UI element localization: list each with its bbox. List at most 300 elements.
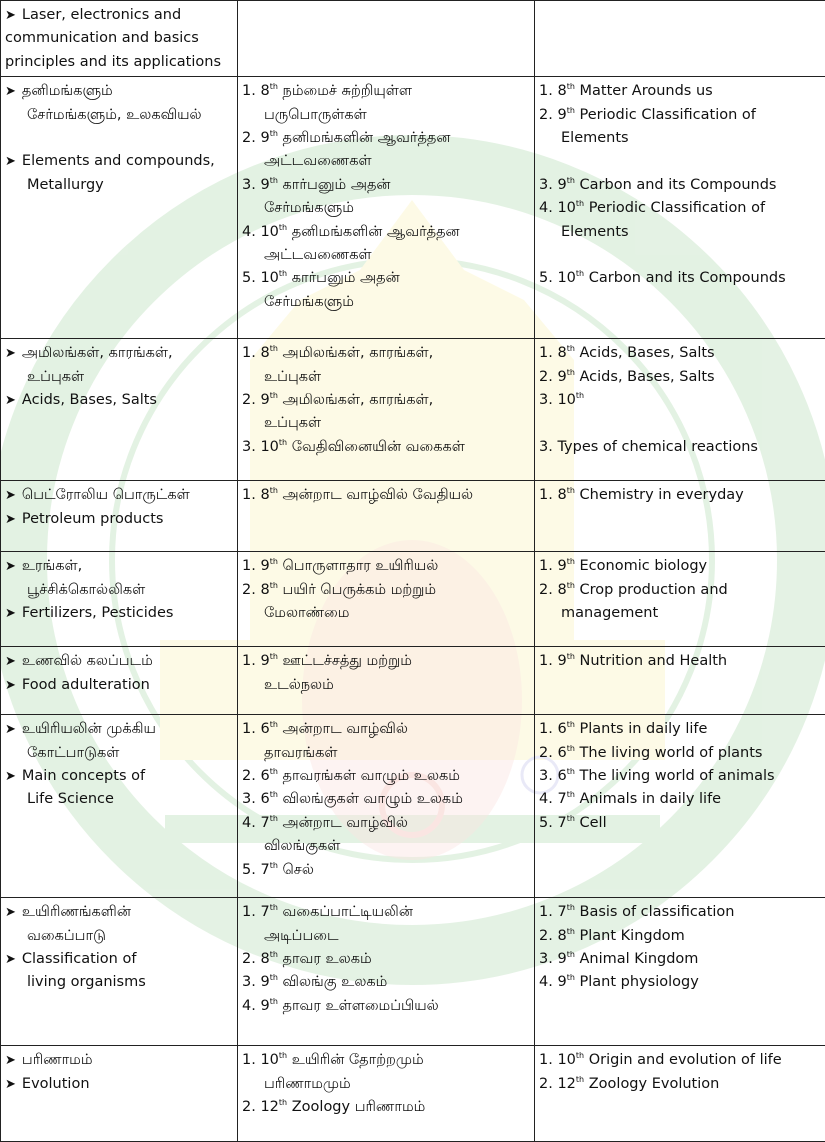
topic-item xyxy=(539,267,825,290)
subject-line xyxy=(5,80,233,103)
grade: 8 xyxy=(557,83,566,99)
topic-text: அன்றாட வாழ்வில் xyxy=(283,721,408,737)
topic-text: Acids, Bases, Salts xyxy=(580,369,715,385)
topic-item xyxy=(242,267,530,290)
topic-text: Nutrition and Health xyxy=(580,653,728,669)
ordinal-suffix: th xyxy=(567,82,575,91)
grade: 6 xyxy=(260,721,269,737)
ordinal-suffix: th xyxy=(576,1075,584,1084)
topic-item xyxy=(539,925,825,948)
topic-item xyxy=(242,436,530,459)
arrow-icon: ➤ xyxy=(5,8,16,23)
item-number: 2. xyxy=(539,928,557,944)
subject-line xyxy=(5,150,233,173)
topic-item xyxy=(539,579,825,602)
subject-line xyxy=(5,674,233,697)
ordinal-suffix: th xyxy=(567,720,575,729)
grade: 8 xyxy=(260,582,269,598)
ordinal-suffix: th xyxy=(270,581,278,590)
ordinal-suffix: th xyxy=(279,223,287,232)
ordinal-suffix: th xyxy=(567,652,575,661)
item-number: 2. xyxy=(242,130,260,146)
ordinal-suffix: th xyxy=(270,176,278,185)
arrow-icon: ➤ xyxy=(5,678,16,693)
item-number: 2. xyxy=(242,582,260,598)
topic-text: விலங்குகள் வாழும் உலகம் xyxy=(283,791,463,807)
grade: 9 xyxy=(260,392,269,408)
item-number: 5. xyxy=(242,862,260,878)
topic-item xyxy=(242,221,530,244)
item-number: 5. xyxy=(539,815,557,831)
topic-text: Periodic Classification of xyxy=(580,107,756,123)
item-number: 1. xyxy=(242,653,260,669)
table-row xyxy=(1,1046,825,1142)
ordinal-suffix: th xyxy=(270,973,278,982)
english-topics-cell xyxy=(535,339,825,481)
topic-item xyxy=(539,765,825,788)
topic-item xyxy=(539,342,825,365)
grade: 9 xyxy=(260,974,269,990)
topic-text: கார்பனும் அதன் xyxy=(292,270,400,286)
grade: 9 xyxy=(260,558,269,574)
grade: 6 xyxy=(557,745,566,761)
grade: 10 xyxy=(260,270,278,286)
item-number: 2. xyxy=(539,107,557,123)
english-topics-cell xyxy=(535,481,825,552)
subject-text: Elements and compounds, xyxy=(22,153,215,169)
item-number: 5. xyxy=(242,270,260,286)
topic-item xyxy=(242,1096,530,1119)
table-row xyxy=(1,647,825,715)
spacer xyxy=(539,412,825,435)
topic-text: Economic biology xyxy=(580,558,708,574)
grade: 8 xyxy=(260,83,269,99)
subject-text: அமிலங்கள், காரங்கள், xyxy=(22,345,173,361)
item-number: 3. xyxy=(539,951,557,967)
ordinal-suffix: th xyxy=(567,790,575,799)
grade: 10 xyxy=(557,392,575,408)
topic-item xyxy=(242,555,530,578)
item-number: 2. xyxy=(539,745,557,761)
subject-cell xyxy=(1,481,238,552)
topic-text: Cell xyxy=(580,815,607,831)
grade: 10 xyxy=(260,1052,278,1068)
topic-item xyxy=(242,342,530,365)
item-number: 5. xyxy=(539,270,557,286)
spacer xyxy=(539,150,825,173)
topic-item xyxy=(539,555,825,578)
subject-cell xyxy=(1,1,238,77)
topic-item xyxy=(242,812,530,835)
grade: 9 xyxy=(557,369,566,385)
topic-text: Zoology Evolution xyxy=(589,1076,720,1092)
item-number: 3. xyxy=(242,974,260,990)
ordinal-suffix: th xyxy=(270,950,278,959)
topic-text: Carbon and its Compounds xyxy=(580,177,777,193)
tamil-topics-cell xyxy=(238,481,535,552)
english-topics-cell xyxy=(535,77,825,339)
topic-text: Crop production and xyxy=(580,582,728,598)
grade: 10 xyxy=(557,270,575,286)
topic-text: Plant Kingdom xyxy=(580,928,685,944)
grade: 10 xyxy=(260,224,278,240)
ordinal-suffix: th xyxy=(270,486,278,495)
subject-line: Metallurgy xyxy=(5,174,233,197)
grade: 8 xyxy=(260,345,269,361)
topic-continuation: சேர்மங்களும் xyxy=(242,291,530,314)
grade: 6 xyxy=(260,791,269,807)
subject-text: Fertilizers, Pesticides xyxy=(22,605,174,621)
topic-item xyxy=(242,995,530,1018)
subject-line: communication and basics xyxy=(5,27,233,50)
topic-item xyxy=(242,901,530,924)
ordinal-suffix: th xyxy=(576,269,584,278)
grade: 8 xyxy=(260,951,269,967)
topic-item xyxy=(539,174,825,197)
item-number: 3. xyxy=(242,177,260,193)
ordinal-suffix: th xyxy=(567,581,575,590)
ordinal-suffix: th xyxy=(270,344,278,353)
ordinal-suffix: th xyxy=(279,438,287,447)
subject-line xyxy=(5,650,233,673)
table-row xyxy=(1,552,825,647)
topic-item xyxy=(242,948,530,971)
topic-text: அன்றாட வாழ்வில் வேதியல் xyxy=(283,487,474,503)
topic-text: Origin and evolution of life xyxy=(589,1052,782,1068)
subject-line: பூச்சிக்கொல்லிகள் xyxy=(5,579,233,602)
ordinal-suffix: th xyxy=(567,927,575,936)
subject-text: Main concepts of xyxy=(22,768,145,784)
item-number: 4. xyxy=(242,998,260,1014)
topic-text: Carbon and its Compounds xyxy=(589,270,786,286)
topic-text: உயிரின் தோற்றமும் xyxy=(292,1052,424,1068)
topic-continuation: தாவரங்கள் xyxy=(242,742,530,765)
ordinal-suffix: th xyxy=(279,1098,287,1107)
tamil-topics-cell xyxy=(238,552,535,647)
grade: 12 xyxy=(557,1076,575,1092)
item-number: 2. xyxy=(242,1099,260,1115)
topic-item xyxy=(539,366,825,389)
ordinal-suffix: th xyxy=(567,950,575,959)
grade: 8 xyxy=(557,928,566,944)
grade: 10 xyxy=(557,200,575,216)
english-topics-cell xyxy=(535,1,825,77)
subject-line xyxy=(5,718,233,741)
ordinal-suffix: th xyxy=(567,557,575,566)
topic-text: Chemistry in everyday xyxy=(580,487,744,503)
english-topics-cell xyxy=(535,898,825,1046)
grade: 6 xyxy=(557,768,566,784)
topic-continuation: Elements xyxy=(539,221,825,244)
tamil-topics-cell xyxy=(238,647,535,715)
subject-cell xyxy=(1,715,238,898)
ordinal-suffix: th xyxy=(576,199,584,208)
topic-item xyxy=(242,80,530,103)
topic-text: Zoology பரிணாமம் xyxy=(292,1099,426,1115)
arrow-icon: ➤ xyxy=(5,769,16,784)
topic-text: Plant physiology xyxy=(580,974,699,990)
topic-item xyxy=(242,127,530,150)
topic-text: வேதிவினையின் வகைகள் xyxy=(292,439,465,455)
grade: 9 xyxy=(557,177,566,193)
item-number: 4. xyxy=(242,224,260,240)
subject-text: Classification of xyxy=(22,951,137,967)
topic-item xyxy=(242,174,530,197)
grade: 7 xyxy=(260,904,269,920)
ordinal-suffix: th xyxy=(567,814,575,823)
item-number: 3. xyxy=(539,768,557,784)
grade: 9 xyxy=(260,130,269,146)
subject-line: உப்புகள் xyxy=(5,366,233,389)
subject-cell xyxy=(1,339,238,481)
subject-text: உயிரிணங்களின் xyxy=(22,904,131,920)
topic-item xyxy=(242,579,530,602)
topic-item xyxy=(242,1049,530,1072)
subject-text: தனிமங்களும் xyxy=(22,83,113,99)
grade: 10 xyxy=(557,1052,575,1068)
subject-line: சேர்மங்களும், உலகவியல் xyxy=(5,104,233,127)
topic-continuation: சேர்மங்களும் xyxy=(242,197,530,220)
spacer xyxy=(5,127,233,150)
subject-text: Laser, electronics and xyxy=(22,7,181,23)
topic-item xyxy=(539,436,825,459)
grade: 10 xyxy=(260,439,278,455)
subject-line xyxy=(5,1049,233,1072)
subject-line xyxy=(5,1073,233,1096)
item-number: 1. xyxy=(539,487,557,503)
subject-text: பரிணாமம் xyxy=(22,1052,93,1068)
topic-item xyxy=(539,948,825,971)
english-topics-cell xyxy=(535,552,825,647)
ordinal-suffix: th xyxy=(270,997,278,1006)
item-number: 2. xyxy=(539,369,557,385)
subject-line: வகைப்பாடு xyxy=(5,925,233,948)
item-number: 1. xyxy=(242,345,260,361)
tamil-topics-cell xyxy=(238,1,535,77)
topic-continuation: அட்டவணைகள் xyxy=(242,150,530,173)
tamil-topics-cell xyxy=(238,1046,535,1142)
ordinal-suffix: th xyxy=(270,767,278,776)
topic-item xyxy=(242,971,530,994)
topic-item xyxy=(539,484,825,507)
topic-item xyxy=(242,389,530,412)
table-row xyxy=(1,1,825,77)
topic-text: Animal Kingdom xyxy=(580,951,699,967)
topic-text: அன்றாட வாழ்வில் xyxy=(283,815,408,831)
subject-line: living organisms xyxy=(5,971,233,994)
grade: 7 xyxy=(557,815,566,831)
ordinal-suffix: th xyxy=(270,903,278,912)
subject-cell xyxy=(1,1046,238,1142)
topic-item xyxy=(242,788,530,811)
topic-item xyxy=(242,718,530,741)
subject-line xyxy=(5,389,233,412)
subject-line: கோட்பாடுகள் xyxy=(5,742,233,765)
item-number: 4. xyxy=(539,200,557,216)
tamil-topics-cell xyxy=(238,77,535,339)
topic-text: தாவர உள்ளமைப்பியல் xyxy=(283,998,439,1014)
ordinal-suffix: th xyxy=(567,344,575,353)
topic-continuation: அட்டவணைகள் xyxy=(242,244,530,267)
item-number: 2. xyxy=(539,1076,557,1092)
grade: 9 xyxy=(260,653,269,669)
subject-text: உரங்கள், xyxy=(22,558,82,574)
grade: 9 xyxy=(557,653,566,669)
grade: 8 xyxy=(557,345,566,361)
subject-text: பெட்ரோலிய பொருட்கள் xyxy=(22,487,190,503)
topic-text: The living world of animals xyxy=(580,768,775,784)
subject-line: Life Science xyxy=(5,788,233,811)
topic-item xyxy=(539,650,825,673)
topic-text: நம்மைச் சுற்றியுள்ள xyxy=(283,83,412,99)
topic-text: தனிமங்களின் ஆவர்த்தன xyxy=(292,224,460,240)
item-number: 1. xyxy=(539,1052,557,1068)
subject-line xyxy=(5,484,233,507)
item-number: 1. xyxy=(539,904,557,920)
item-number: 2. xyxy=(242,951,260,967)
topic-text: Animals in daily life xyxy=(580,791,722,807)
item-number: 3. xyxy=(242,439,260,455)
item-number: 1. xyxy=(242,487,260,503)
ordinal-suffix: th xyxy=(567,903,575,912)
topic-item xyxy=(539,971,825,994)
item-number: 1. xyxy=(539,83,557,99)
arrow-icon: ➤ xyxy=(5,952,16,967)
table-row xyxy=(1,481,825,552)
topic-text: Acids, Bases, Salts xyxy=(580,345,715,361)
grade: 7 xyxy=(557,791,566,807)
item-number: 1. xyxy=(539,345,557,361)
topic-continuation: உப்புகள் xyxy=(242,412,530,435)
english-topics-cell xyxy=(535,647,825,715)
topic-item xyxy=(539,80,825,103)
arrow-icon: ➤ xyxy=(5,654,16,669)
subject-cell xyxy=(1,647,238,715)
topic-item xyxy=(539,197,825,220)
subject-line xyxy=(5,4,233,27)
item-number: 4. xyxy=(539,974,557,990)
ordinal-suffix: th xyxy=(576,1051,584,1060)
topic-continuation: அடிப்படை xyxy=(242,925,530,948)
ordinal-suffix: th xyxy=(270,129,278,138)
subject-line xyxy=(5,508,233,531)
topic-text: Matter Arounds us xyxy=(580,83,713,99)
topic-text: தாவர உலகம் xyxy=(283,951,372,967)
subject-text: உயிரியலின் முக்கிய xyxy=(22,721,156,737)
ordinal-suffix: th xyxy=(279,1051,287,1060)
item-number: 1. xyxy=(539,558,557,574)
arrow-icon: ➤ xyxy=(5,1077,16,1092)
topic-text: பொருளாதார உயிரியல் xyxy=(283,558,439,574)
subject-cell xyxy=(1,552,238,647)
ordinal-suffix: th xyxy=(279,269,287,278)
item-number: 1. xyxy=(539,721,557,737)
topic-continuation: மேலாண்மை xyxy=(242,602,530,625)
ordinal-suffix: th xyxy=(270,720,278,729)
topic-item xyxy=(242,484,530,507)
grade: 7 xyxy=(260,815,269,831)
arrow-icon: ➤ xyxy=(5,606,16,621)
ordinal-suffix: th xyxy=(270,814,278,823)
tamil-topics-cell xyxy=(238,898,535,1046)
ordinal-suffix: th xyxy=(270,557,278,566)
grade: 6 xyxy=(260,768,269,784)
topic-text: அமிலங்கள், காரங்கள், xyxy=(283,345,434,361)
subject-line: principles and its applications xyxy=(5,51,233,74)
item-number: 2. xyxy=(242,392,260,408)
subject-text: Acids, Bases, Salts xyxy=(22,392,157,408)
topic-text: தனிமங்களின் ஆவர்த்தன xyxy=(283,130,451,146)
topic-text: The living world of plants xyxy=(580,745,763,761)
topic-continuation: பரிணாமமும் xyxy=(242,1073,530,1096)
subject-text: Evolution xyxy=(22,1076,90,1092)
topic-text: கார்பனும் அதன் xyxy=(283,177,391,193)
subject-text: Food adulteration xyxy=(22,677,150,693)
topic-text: Types of chemical reactions xyxy=(557,439,758,455)
topic-continuation: Elements xyxy=(539,127,825,150)
table-row xyxy=(1,339,825,481)
arrow-icon: ➤ xyxy=(5,84,16,99)
grade: 8 xyxy=(557,487,566,503)
subject-cell xyxy=(1,77,238,339)
grade: 9 xyxy=(557,974,566,990)
item-number: 1. xyxy=(539,653,557,669)
topic-continuation: உப்புகள் xyxy=(242,366,530,389)
ordinal-suffix: th xyxy=(567,176,575,185)
item-number: 2. xyxy=(539,582,557,598)
item-number: 3. xyxy=(539,392,557,408)
item-number: 1. xyxy=(242,904,260,920)
subject-line xyxy=(5,342,233,365)
grade: 9 xyxy=(260,998,269,1014)
grade: 9 xyxy=(557,951,566,967)
subject-line xyxy=(5,555,233,578)
topic-continuation: பருபொருள்கள் xyxy=(242,104,530,127)
ordinal-suffix: th xyxy=(270,652,278,661)
subject-text: Petroleum products xyxy=(22,511,164,527)
ordinal-suffix: th xyxy=(270,391,278,400)
item-number: 3. xyxy=(242,791,260,807)
subject-text: உணவில் கலப்படம் xyxy=(22,653,153,669)
topic-text: Plants in daily life xyxy=(580,721,708,737)
topic-text: தாவரங்கள் வாழும் உலகம் xyxy=(283,768,460,784)
item-number: 1. xyxy=(242,1052,260,1068)
table-row xyxy=(1,898,825,1046)
ordinal-suffix: th xyxy=(270,790,278,799)
topic-text: வகைப்பாட்டியலின் xyxy=(283,904,413,920)
topic-item xyxy=(539,812,825,835)
arrow-icon: ➤ xyxy=(5,559,16,574)
topic-item xyxy=(539,718,825,741)
item-number: 1. xyxy=(242,558,260,574)
item-number: 4. xyxy=(242,815,260,831)
topic-continuation: விலங்குகள் xyxy=(242,835,530,858)
topic-text: Basis of classification xyxy=(580,904,735,920)
tamil-topics-cell xyxy=(238,715,535,898)
subject-line xyxy=(5,602,233,625)
ordinal-suffix: th xyxy=(567,486,575,495)
grade: 9 xyxy=(557,558,566,574)
item-number: 4. xyxy=(539,791,557,807)
arrow-icon: ➤ xyxy=(5,512,16,527)
topic-item xyxy=(242,859,530,882)
ordinal-suffix: th xyxy=(270,82,278,91)
ordinal-suffix: th xyxy=(567,767,575,776)
grade: 7 xyxy=(260,862,269,878)
topic-item xyxy=(539,1073,825,1096)
arrow-icon: ➤ xyxy=(5,393,16,408)
subject-line xyxy=(5,948,233,971)
